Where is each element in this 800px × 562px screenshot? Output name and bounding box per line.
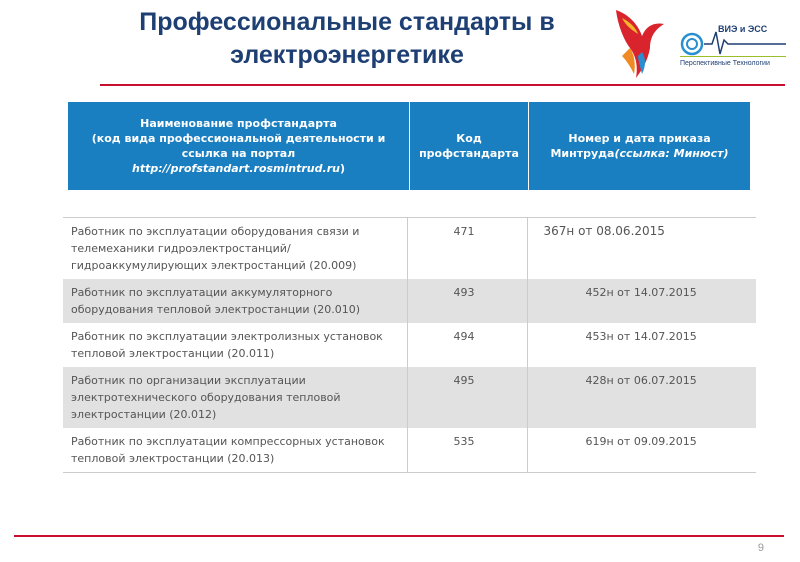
standard-name: Работник по эксплуатации электролизных установок тепловой электростанции (20.011): [71, 330, 383, 360]
standard-name: Работник по эксплуатации оборудования связи и телемеханики гидроэлектростанций/ гидроаккумулирующих электростанций (20.009): [63, 218, 407, 280]
order-number: 428н от 06.07.2015: [527, 367, 756, 428]
standard-code: 495: [407, 367, 527, 428]
table-row: [63, 218, 756, 280]
logo-vie-text: ВИЭ и ЭСС: [718, 24, 768, 34]
standard-code: 493: [407, 279, 527, 323]
portal-link[interactable]: http://profstandart.rosmintrud.ru: [132, 162, 340, 175]
table-row: [63, 279, 756, 323]
standard-code: 494: [407, 323, 527, 367]
header-order-link[interactable]: (ссылка: Минюст): [614, 147, 729, 160]
bottom-divider: [14, 535, 784, 537]
header-col1-subtitle: (код вида профессиональной деятельности и ссылка на портал: [91, 132, 386, 160]
logo-vie-subtitle: Перспективные Технологии: [680, 60, 770, 67]
header-order: [528, 102, 750, 190]
standard-code: 471: [407, 218, 527, 280]
table-header: [68, 102, 750, 190]
standards-table: [63, 217, 756, 473]
header-col1-tail: ): [339, 162, 345, 175]
header-order-main: Номер и дата приказа Минтруда: [550, 132, 711, 160]
order-number: 453н от 14.07.2015: [527, 323, 756, 367]
order-number: 619н от 09.09.2015: [527, 428, 756, 473]
slide-title: Профессиональные стандарты в электроэнергетике: [139, 8, 555, 69]
order-number: 452н от 14.07.2015: [527, 279, 756, 323]
table-row: [63, 367, 756, 428]
top-divider: [100, 84, 785, 86]
table-row: [63, 428, 756, 473]
order-number: 367н от 08.06.2015: [527, 218, 756, 280]
standard-name: Работник по эксплуатации аккумуляторного оборудования тепловой электростанции (20.010): [63, 279, 407, 323]
standard-name: Работник по эксплуатации компрессорных установок тепловой электростанции (20.013): [63, 428, 407, 473]
table-row: [63, 323, 756, 367]
bird-logo-icon: [608, 4, 668, 80]
page-number: 9: [757, 542, 764, 554]
standard-code: 535: [407, 428, 527, 473]
header-code: Код профстандарта: [409, 102, 528, 190]
header-col1-title: Наименование профстандарта: [140, 117, 337, 130]
header-standard-name: [68, 102, 409, 190]
standard-name: Работник по организации эксплуатации электротехнического оборудования тепловой электростанции (20.012): [63, 367, 407, 428]
